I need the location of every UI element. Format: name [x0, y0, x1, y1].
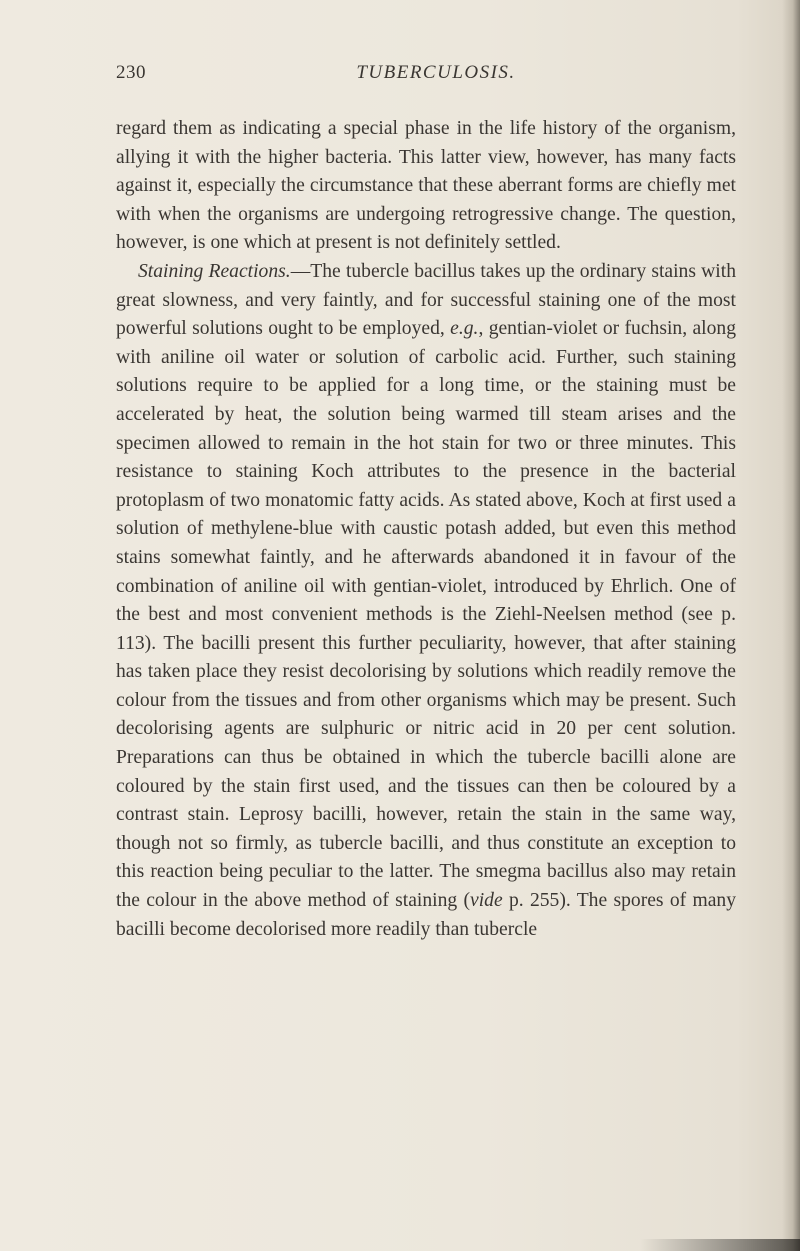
running-head: TUBERCULOSIS.	[356, 62, 516, 83]
vide-word: vide	[470, 890, 503, 912]
eg-abbreviation: e.g.	[450, 318, 479, 340]
paragraph-2-part-1: —The tubercle bacillus takes up the ordinary stains with great slowness, and very faintly, and for successful staining one of the most powerful solutions ought to be employed,	[116, 260, 736, 340]
paragraph-1-text: regard them as indicating a special phase in the life history of the organism, allying it with the higher bacteria. This latter view, however, has many facts against it, especially the circumstance that these aberrant forms are chiefly met with when the organisms are undergoing retrogressive change. The question, however, is one which at present is not definitely settled.	[116, 118, 736, 254]
paragraph-2-part-3: p. 255). The spores of many bacilli become decolorised more readily than tubercle	[116, 890, 736, 940]
paragraph-2-part-2: , gentian-violet or fuchsin, along with aniline oil water or solution of carbolic acid. Further, such staining solutions require to be applied for a long time, or the staining must be accelerated by heat, the solution being warmed till steam arises and the specimen allowed to remain in the hot stain for two or three minutes. This resistance to staining Koch attributes to the presence in the bacterial protoplasm of two monatomic fatty acids. As stated above, Koch at first used a solution of methylene-blue with caustic potash added, but even this method stains somewhat faintly, and he afterwards abandoned it in favour of the combination of aniline oil with gentian-violet, introduced by Ehrlich. One of the best and most convenient methods is the Ziehl-Neelsen method (see p. 113). The bacilli present this further peculiarity, however, that after staining has taken place they resist decolorising by solutions which readily remove the colour from the tissues and from other organisms which may be present. Such decolorising agents are sulphuric or nitric acid in 20 per cent solution. Preparations can thus be obtained in which the tubercle bacilli alone are coloured by the stain first used, and the tissues can then be coloured by a contrast stain. Leprosy bacilli, however, retain the stain in the same way, though not so firmly, as tubercle bacilli, and thus constitute an exception to this reaction being peculiar to the latter. The smegma bacillus also may retain the colour in the above method of staining (	[116, 318, 736, 912]
page-number: 230	[116, 62, 146, 83]
page-edge-shadow	[782, 0, 800, 1251]
paragraph-continued	[116, 115, 736, 258]
body-text	[116, 115, 736, 944]
page-header	[116, 62, 736, 90]
page-corner-shadow	[640, 1239, 800, 1251]
section-lead: Staining Reactions.	[138, 260, 291, 282]
paragraph-staining-reactions	[116, 258, 736, 944]
